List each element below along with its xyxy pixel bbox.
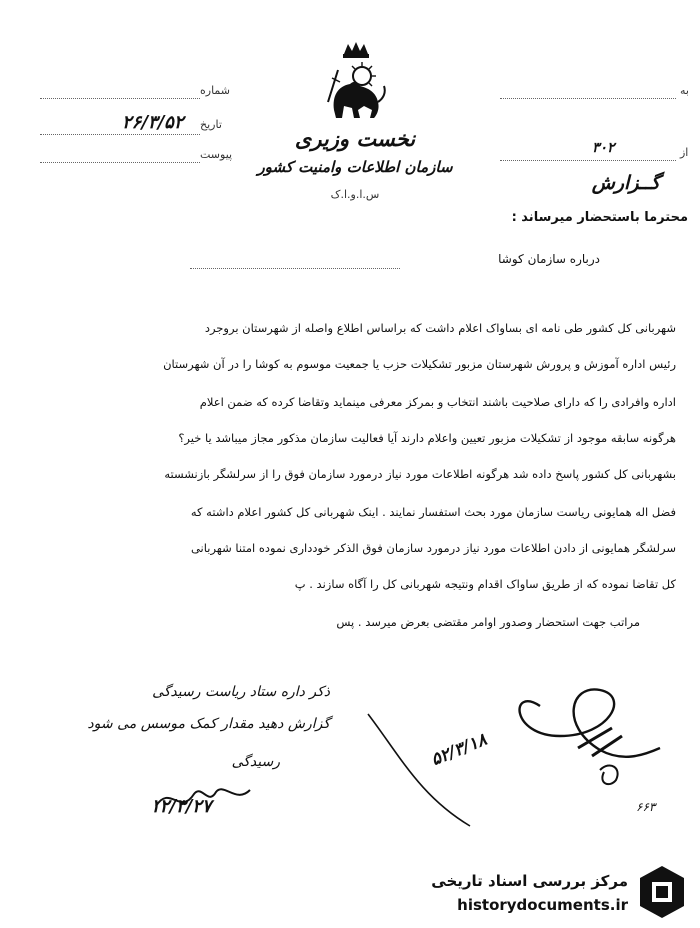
from-value: ۳۰۲: [592, 140, 615, 156]
number-line: [40, 98, 200, 99]
date-label: تاریخ: [200, 118, 222, 131]
body-line-1: شهربانی کل کشور طی نامه ای بساواک اعلام داشت که براساس اطلاع واصله از شهرستان بروجرد: [204, 321, 676, 335]
body-line-4: هرگونه سابقه موجود از تشکیلات مزبور تعیین واعلام دارند آیا فعالیت سازمان مذکور مجاز میباشد یا خیر؟: [178, 431, 676, 445]
subject: درباره سازمان کوشا: [498, 252, 600, 266]
watermark-url: historydocuments.ir: [457, 896, 628, 914]
body-line-9: مراتب جهت استحضار وصدور اوامر مقتضی بعرض میرسد . پس: [336, 615, 640, 629]
subject-line: [190, 268, 400, 269]
body-line-5: بشهربانی کل کشور پاسخ داده شد هرگونه اطلاعات مورد نیاز درمورد سازمان فوق را از سرلشگر بازنشسته: [164, 467, 676, 481]
salutation: محترما باستحضار میرساند :: [511, 210, 688, 225]
date-value: ۲۶/۳/۵۲: [122, 112, 184, 133]
attachment-line: [40, 162, 200, 163]
report-title: گــزارش: [591, 172, 660, 194]
archive-logo-icon: [634, 862, 690, 922]
from-label: از: [680, 146, 689, 159]
to-label: به: [680, 84, 689, 97]
watermark-title: مرکز بررسی اسناد تاریخی: [431, 872, 628, 890]
from-line: [500, 160, 676, 161]
number-label: شماره: [200, 84, 231, 97]
right-signature-icon: [360, 676, 680, 836]
body-line-6: فضل اله همایونی ریاست سازمان مورد بحث استفسار نمایند . اینک شهربانی کل کشور اعلام داشته که: [190, 505, 676, 519]
org-line2: سازمان اطلاعات وامنیت کشور: [257, 158, 453, 176]
handwritten-note-line-3: رسیدگی: [231, 754, 280, 770]
handwritten-note-date: ۱۲/۳/۲۷: [150, 796, 212, 817]
reference-code: ۶۶۳: [636, 800, 656, 814]
lion-and-sun-emblem-icon: [318, 40, 394, 126]
date-line: [40, 134, 200, 135]
body-line-2: رئیس اداره آموزش و پرورش شهرستان مزبور تشکیلات حزب یا جمعیت موسوم به کوشا را در آن شهرستان: [163, 357, 676, 371]
org-line1: نخست وزیری: [294, 126, 416, 151]
body-line-7: سرلشگر همایونی از دادن اطلاعات مورد نیاز درمورد سازمان فوق الذکر خودداری نموده امتنا شهربانی: [190, 541, 676, 555]
handwritten-note-line-1: ذکر داره ستاد ریاست رسیدگی: [152, 684, 330, 700]
body-line-3: اداره وافرادی را که دارای صلاحیت باشند انتخاب و بمرکز معرفی مینماید وتقاضا کرده که ضمن اعلام: [199, 395, 676, 409]
attachment-label: پیوست: [200, 148, 233, 161]
signature-date: ۵۲/۳/۱۸: [428, 729, 490, 771]
left-signature-icon: [150, 776, 290, 826]
handwritten-note-line-2: گزارش دهید مقدار کمک موسس می شود: [87, 716, 330, 732]
to-line: [500, 98, 676, 99]
body-line-8: کل تقاضا نموده که از طریق ساواک اقدام ونتیجه شهربانی کل را آگاه سازند . پ: [294, 577, 676, 591]
org-code: س.ا.و.ا.ک: [330, 188, 380, 201]
